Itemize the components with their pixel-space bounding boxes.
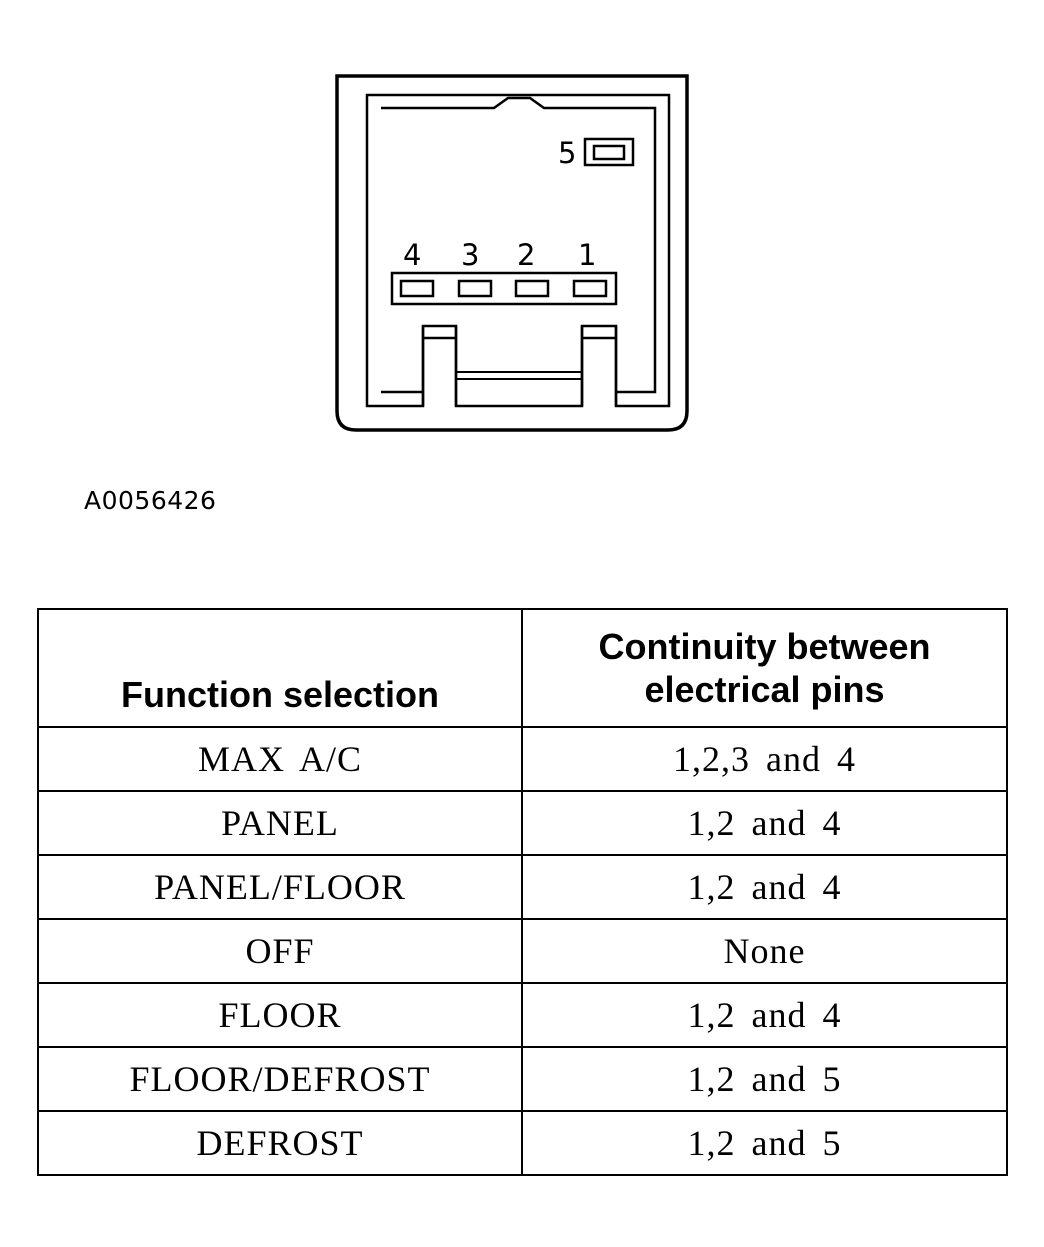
- latch-bar: [456, 372, 582, 379]
- pin-5-terminal: [594, 146, 624, 159]
- pin-5-outer: [585, 139, 633, 165]
- table-row: [38, 727, 1007, 791]
- connector-diagram: [0, 0, 1044, 470]
- pin-1-terminal: [574, 281, 606, 296]
- table-row: [38, 855, 1007, 919]
- continuity-table: [37, 608, 1008, 1176]
- continuity-cell: 1,2 and 5: [522, 1047, 1007, 1111]
- function-cell: FLOOR: [38, 983, 522, 1047]
- function-cell: PANEL: [38, 791, 522, 855]
- pin-3-terminal: [459, 281, 491, 296]
- pin-3-label: 3: [461, 238, 480, 272]
- table-row: [38, 983, 1007, 1047]
- continuity-cell: 1,2 and 5: [522, 1111, 1007, 1175]
- table-row: [38, 791, 1007, 855]
- table-row: [38, 919, 1007, 983]
- continuity-cell: 1,2 and 4: [522, 855, 1007, 919]
- function-cell: PANEL/FLOOR: [38, 855, 522, 919]
- function-cell: MAX A/C: [38, 727, 522, 791]
- pin-2-terminal: [516, 281, 548, 296]
- continuity-cell: 1,2 and 4: [522, 983, 1007, 1047]
- figure-id: A0056426: [84, 486, 217, 515]
- header-continuity: Continuity between electrical pins: [522, 609, 1007, 727]
- table-row: [38, 1111, 1007, 1175]
- continuity-cell: 1,2,3 and 4: [522, 727, 1007, 791]
- pin-row-block: [392, 273, 616, 304]
- pin-4-terminal: [401, 281, 433, 296]
- pin-1-label: 1: [578, 238, 597, 272]
- pin-4-label: 4: [403, 238, 422, 272]
- locking-tab-right: [582, 326, 616, 406]
- table-row: [38, 1047, 1007, 1111]
- pin-5-label: 5: [558, 136, 577, 170]
- function-cell: OFF: [38, 919, 522, 983]
- function-cell: FLOOR/DEFROST: [38, 1047, 522, 1111]
- function-cell: DEFROST: [38, 1111, 522, 1175]
- table-header-row: [38, 609, 1007, 727]
- header-function-selection: Function selection: [38, 609, 522, 727]
- pin-2-label: 2: [517, 238, 536, 272]
- locking-tab-left: [423, 326, 456, 406]
- continuity-cell: None: [522, 919, 1007, 983]
- connector-housing-outline: [337, 76, 687, 430]
- continuity-cell: 1,2 and 4: [522, 791, 1007, 855]
